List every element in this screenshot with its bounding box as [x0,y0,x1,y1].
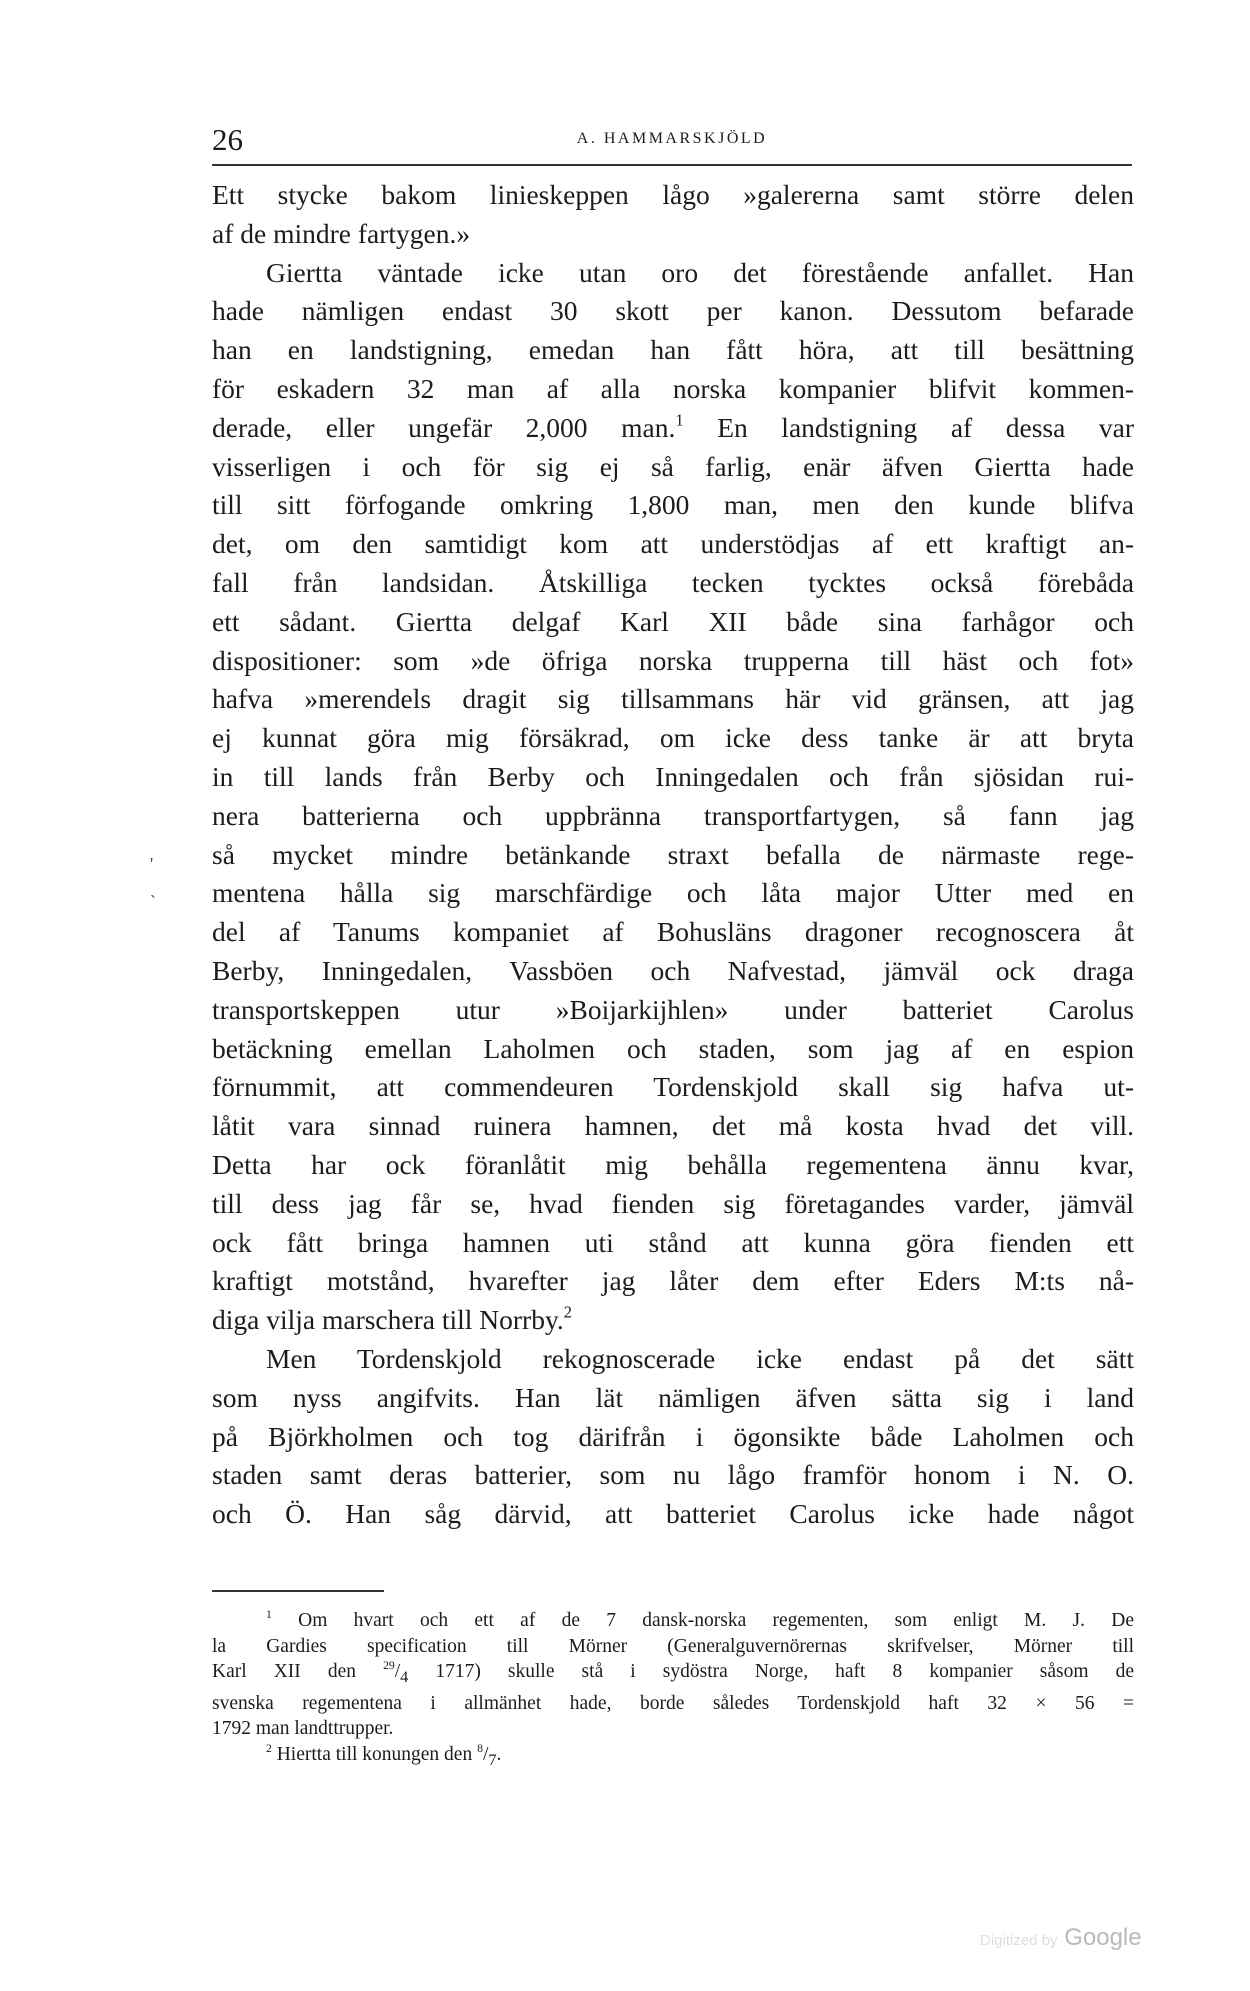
text-segment: Hiertta till konungen den [276,1743,473,1765]
text-line: del af Tanums kompaniet af Bohusläns dragoner recognoscera åt [212,916,1134,948]
text-line: Berby, Inningedalen, Vassböen och Nafvestad, jämväl ock draga [212,954,1134,986]
date-sup: 8 [477,1741,483,1755]
text-line: Men Tordenskjold rekognoscerade icke endast på det sätt [266,1342,1134,1374]
text-segment: derade, eller ungefär 2,000 man. [212,411,676,443]
text-line: förnummit, att commendeuren Tordenskjold skall sig hafva ut- [212,1071,1134,1103]
text-line: för eskadern 32 man af alla norska kompanier blifvit kommen- [212,372,1134,404]
margin-mark: ` [150,892,156,912]
text-line: och Ö. Han såg därvid, att batteriet Carolus icke hade något [212,1498,1134,1530]
text-line: Detta har ock föranlåtit mig behålla regementena ännu kvar, [212,1148,1134,1180]
margin-mark: ' [150,854,154,874]
text-line: hade nämligen endast 30 skott per kanon. Dessutom befarade [212,295,1134,327]
text-line: han en landstigning, emedan han fått höra, att till besättning [212,334,1134,366]
text-line: till dess jag får se, hvad fienden sig företagandes varder, jämväl [212,1187,1134,1219]
text-line: det, om den samtidigt kom att understödjas af ett kraftigt an- [212,528,1134,560]
text-line: transportskeppen utur »Boijarkijhlen» under batteriet Carolus [212,993,1134,1025]
text-segment: Om hvart och ett af de 7 dansk-norska regementen, som enligt M. J. De [298,1610,1135,1631]
text-line: så mycket mindre betänkande straxt befalla de närmaste rege- [212,838,1134,870]
text-line: ej kunnat göra mig försäkrad, om icke dess tanke är att bryta [212,722,1134,754]
page-header [212,122,1132,156]
text-line: hafva »merendels dragit sig tillsammans här vid gränsen, att jag [212,683,1134,715]
text-line: mentena hålla sig marschfärdige och låta major Utter med en [212,877,1134,909]
date-sub: 4 [400,1668,409,1687]
text-line: som nyss angifvits. Han lät nämligen äfven sätta sig i land [212,1381,1134,1413]
text-line: kraftigt motstånd, hvarefter jag låter dem efter Eders M:ts nå- [212,1265,1134,1297]
text-line: ock fått bringa hamnen uti stånd att kunna göra fienden ett [212,1226,1134,1258]
footnote-line: $^2$ Hiertta till konungen den $^8/_7$. [266,1741,502,1769]
text-line: ett sådant. Giertta delgaf Karl XII både sina farhågor och [212,605,1134,637]
footnote-ref: 1 [675,410,684,430]
footnote-mark: 2 [266,1741,272,1755]
text-segment: En landstigning af dessa var [717,411,1135,443]
footnote-line [212,1608,1134,1634]
text-segment: diga vilja marschera till Norrby. [212,1304,564,1336]
footnote-ref: 2 [563,1302,573,1322]
footnote-line: la Gardies specification till Mörner (Generalguvernörernas skrifvelser, Mörner till [212,1635,1134,1657]
footnote-line: 1792 man landttrupper. [212,1718,394,1740]
body-text [212,176,1134,1534]
text-line: låtit vara sinnad ruinera hamnen, det må kosta hvad det vill. [212,1110,1134,1142]
running-head: A. HAMMARSKJÖLD [576,130,768,147]
text-line: Giertta väntade icke utan oro det förestående anfallet. Han [266,256,1134,288]
text-line: Ett stycke bakom linieskeppen lågo »galererna samt större delen [212,179,1134,210]
footnote-rule [212,1590,384,1592]
text-line: fall från landsidan. Åtskilliga tecken tycktes också förebåda [212,566,1134,598]
text-line: till sitt förfogande omkring 1,800 man, men den kunde blifva [212,489,1134,521]
watermark-label: Digitized by [980,1932,1058,1949]
text-line: visserligen i och för sig ej så farlig, enär äfven Giertta hade [212,450,1134,482]
page-number: 26 [212,122,243,157]
text-line: betäckning emellan Laholmen och staden, som jag af en espion [212,1032,1134,1064]
date-sub: 7 [488,1750,497,1769]
text-line: på Björkholmen och tog därifrån i ögonsikte både Laholmen och [212,1420,1134,1452]
text-line [212,409,1134,448]
footnote-mark: 1 [266,1607,272,1621]
footnote-line: svenska regementena i allmänhet hade, borde således Tordenskjold haft 32 × 56 = [212,1692,1134,1714]
header-rule [212,164,1132,166]
text-line: in till lands från Berby och Inningedalen och från sjösidan rui- [212,760,1134,792]
text-segment: 1717) skulle stå i sydöstra Norge, haft 8 kompanier såsom de [435,1661,1134,1683]
text-segment: Karl XII den [212,1661,356,1683]
date-sup: 29 [383,1659,395,1672]
footnote-line: Karl XII den $^{29}/_4$ 1717) skulle stå i sydöstra Norge, haft 8 kompanier såsom de [212,1659,1134,1687]
google-logo: Google [1064,1924,1142,1951]
text-line [212,1301,1134,1340]
footnotes [212,1608,1134,1773]
text-line: dispositioner: som »de öfriga norska trupperna till häst och fot» [212,644,1134,676]
text-line: nera batterierna och uppbränna transportfartygen, så fann jag [212,799,1134,831]
text-line: af de mindre fartygen.» [212,217,471,249]
digitized-watermark [980,1924,1142,1952]
text-line: staden samt deras batterier, som nu lågo framför honom i N. O. [212,1459,1134,1491]
